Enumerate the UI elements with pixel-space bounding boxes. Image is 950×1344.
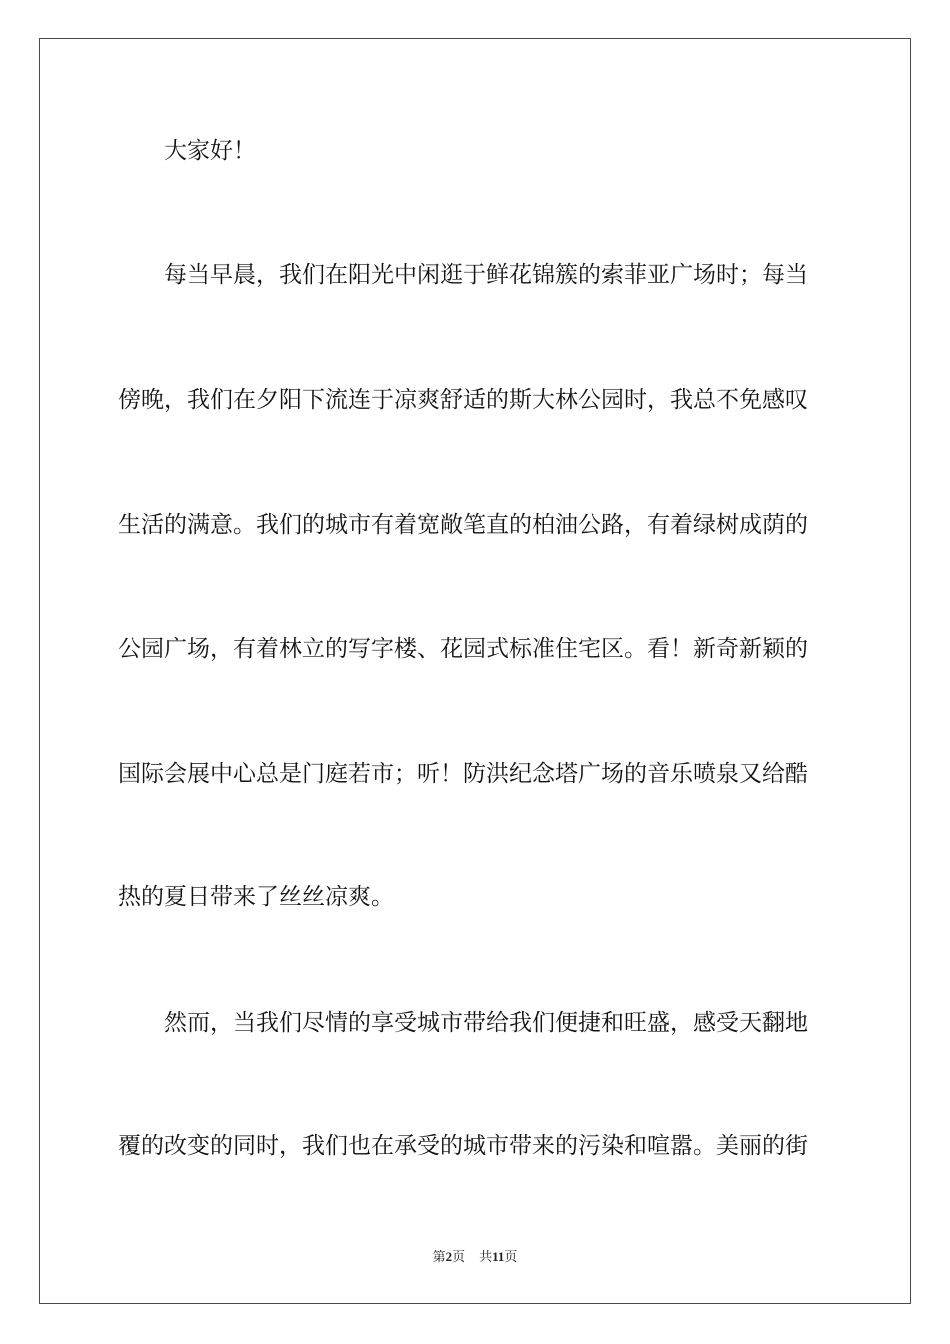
paragraph-line: 国际会展中心总是门庭若市；听！防洪纪念塔广场的音乐喷泉又给酷 xyxy=(118,761,808,787)
total-prefix: 共 xyxy=(479,1249,493,1264)
total-pages: 11 xyxy=(492,1249,505,1264)
greeting-line: 大家好！ xyxy=(164,138,256,164)
paragraph-line: 生活的满意。我们的城市有着宽敞笔直的柏油公路，有着绿树成荫的 xyxy=(118,512,808,538)
paragraph-line: 然而，当我们尽情的享受城市带给我们便捷和旺盛，感受天翻地 xyxy=(164,1010,808,1036)
page-suffix: 页 xyxy=(452,1249,466,1264)
paragraph-line: 每当早晨，我们在阳光中闲逛于鲜花锦簇的索菲亚广场时；每当 xyxy=(164,262,808,288)
total-suffix: 页 xyxy=(504,1249,518,1264)
page-footer xyxy=(0,1246,950,1265)
paragraph-line: 覆的改变的同时，我们也在承受的城市带来的污染和喧嚣。美丽的街 xyxy=(118,1133,808,1159)
paragraph-line: 傍晚，我们在夕阳下流连于凉爽舒适的斯大林公园时，我总不免感叹 xyxy=(118,387,808,413)
page-border xyxy=(39,38,911,1304)
paragraph-line: 公园广场，有着林立的写字楼、花园式标准住宅区。看！新奇新颖的 xyxy=(118,636,808,662)
page-prefix: 第 xyxy=(432,1249,446,1264)
page-number: 2 xyxy=(445,1249,453,1264)
paragraph-line: 热的夏日带来了丝丝凉爽。 xyxy=(118,884,394,910)
